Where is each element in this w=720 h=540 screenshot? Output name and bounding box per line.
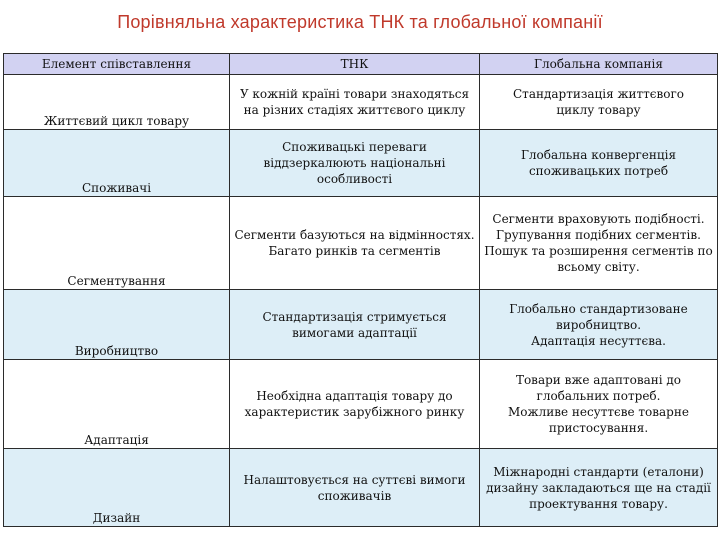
table-row	[4, 75, 718, 130]
table-row	[4, 360, 718, 449]
header-element: Елемент співставлення	[4, 54, 230, 75]
row-tnk-cell: Стандартизація стримується вимогами адаптації	[230, 290, 480, 360]
row-global-cell: Сегменти враховують подібності. Групування подібних сегментів. Пошук та розширення сегментів по всьому світу.	[480, 197, 718, 290]
table-row	[4, 197, 718, 290]
page-title: Порівняльна характеристика ТНК та глобальної компанії	[117, 12, 603, 32]
row-tnk-cell: Налаштовується на суттєві вимоги споживачів	[230, 449, 480, 527]
row-global-cell: Товари вже адаптовані до глобальних потреб. Можливе несуттєве товарне пристосування.	[480, 360, 718, 449]
row-tnk-cell: Споживацькі переваги віддзеркалюють національні особливості	[230, 130, 480, 197]
row-tnk-cell: Необхідна адаптація товару до характеристик зарубіжного ринку	[230, 360, 480, 449]
row-element-cell: Дизайн	[4, 449, 230, 527]
row-element-cell: Життєвий цикл товару	[4, 75, 230, 130]
row-element-cell: Споживачі	[4, 130, 230, 197]
row-tnk-cell: У кожній країні товари знаходяться на різних стадіях життєвого циклу	[230, 75, 480, 130]
row-element-cell: Виробництво	[4, 290, 230, 360]
row-global-cell: Глобально стандартизоване виробництво. Адаптація несуттєва.	[480, 290, 718, 360]
table-row	[4, 290, 718, 360]
header-tnk: ТНК	[230, 54, 480, 75]
row-global-cell: Міжнародні стандарти (еталони) дизайну закладаються ще на стадії проектування товару.	[480, 449, 718, 527]
header-global-company: Глобальна компанія	[480, 54, 718, 75]
table-row	[4, 449, 718, 527]
row-global-cell: Глобальна конвергенція споживацьких потреб	[480, 130, 718, 197]
comparison-table	[3, 53, 718, 527]
table-header-row	[4, 54, 718, 75]
table-row	[4, 130, 718, 197]
row-tnk-cell: Сегменти базуються на відмінностях. Багато ринків та сегментів	[230, 197, 480, 290]
row-element-cell: Адаптація	[4, 360, 230, 449]
row-global-cell: Стандартизація життєвого циклу товару	[480, 75, 718, 130]
row-element-cell: Сегментування	[4, 197, 230, 290]
